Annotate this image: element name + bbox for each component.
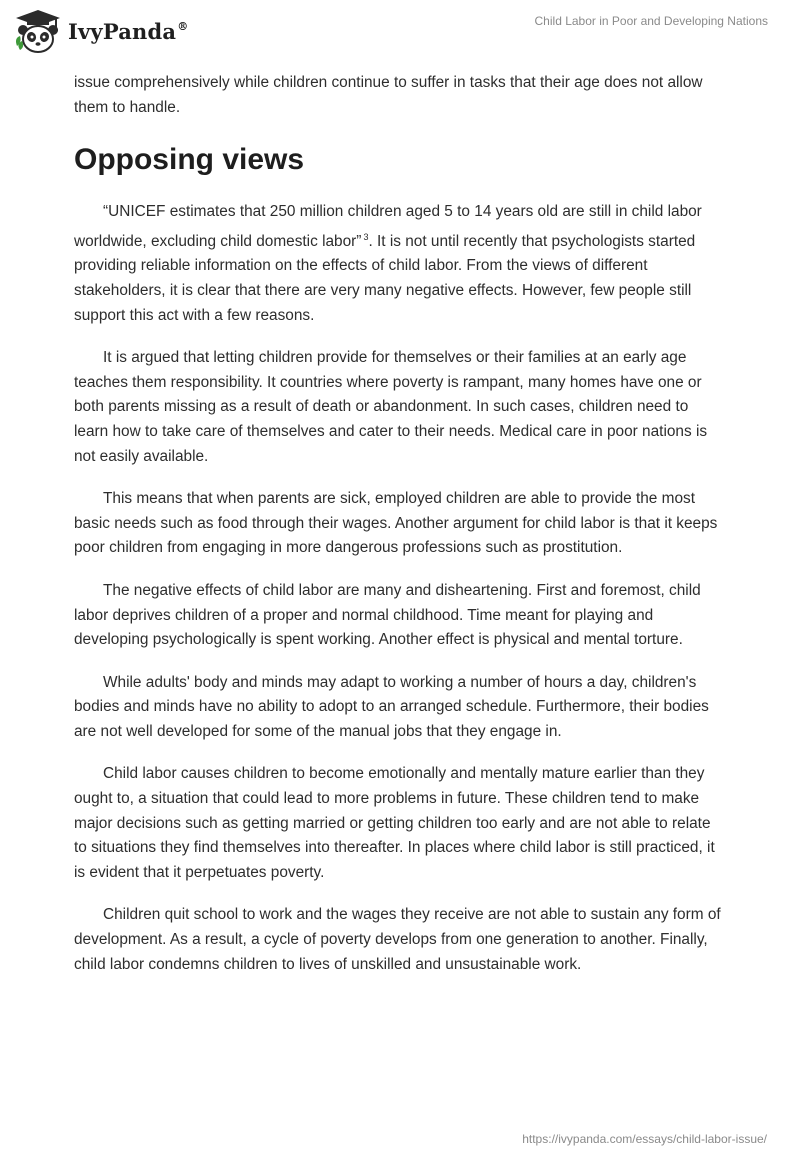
paragraph-5: While adults' body and minds may adapt to working a number of hours a day, children's bodies and minds have no ability to adopt to an arranged schedule. Furthermore, their bodies are not well developed for some of the manual jobs that they engage in. <box>74 673 709 740</box>
brand-label: IvyPanda <box>68 18 177 44</box>
paragraph-2: It is argued that letting children provide for themselves or their families at an early age teaches them responsibility. It countries where poverty is rampant, many homes have one or both parents missing as a result of death or abandonment. In such cases, children need to learn how to take care of themselves and cater to their needs. Medical care in poor nations is not easily available. <box>74 349 708 465</box>
page-header <box>0 0 800 62</box>
ivypanda-logo[interactable] <box>14 8 188 54</box>
source-url[interactable]: https://ivypanda.com/essays/child-labor-issue/ <box>522 1132 767 1146</box>
document-title: Child Labor in Poor and Developing Nations <box>534 14 768 28</box>
paragraph-7: Children quit school to work and the wages they receive are not able to sustain any form of development. As a result, a cycle of poverty develops from one generation to another. Finally, child labor condemns children to lives of unskilled and unsustainable work. <box>74 906 721 973</box>
paragraph-1-rest: . It is not until recently that psychologists started providing reliable information on the effects of child labor. From the views of different stakeholders, it is clear that there are very many negative effects. However, few people still support this act with a few reasons. <box>74 232 696 324</box>
paragraph-1-quote: “UNICEF estimates that 250 million children aged 5 to 14 years old are still in child labor worldwide, excluding child domestic labor” <box>74 203 702 250</box>
paragraph-6: Child labor causes children to become emotionally and mentally mature earlier than they ought to, a situation that could lead to more problems in future. These children tend to make major decisions such as getting married or getting children too early and are not able to relate to situations they find themselves into thereafter. In places where child labor is still practiced, it is evident that it perpetuates poverty. <box>74 765 715 881</box>
intro-paragraph: issue comprehensively while children continue to suffer in tasks that their age does not allow them to handle. <box>74 74 703 116</box>
footnote-reference[interactable]: 3 <box>363 231 369 242</box>
brand-name <box>68 19 188 44</box>
section-heading: Opposing views <box>74 143 305 177</box>
registered-mark: ® <box>177 19 189 33</box>
essay-body <box>74 71 724 995</box>
panda-graduate-icon <box>14 8 62 54</box>
paragraph-3: This means that when parents are sick, employed children are able to provide the most basic needs such as food through their wages. Another argument for child labor is that it keeps poor children from engaging in more dangerous professions such as prostitution. <box>74 490 718 557</box>
paragraph-1 <box>74 200 724 328</box>
paragraph-4: The negative effects of child labor are many and disheartening. First and foremost, child labor deprives children of a proper and normal childhood. Time meant for playing and developing psychologically is spent working. Another effect is physical and mental torture. <box>74 581 701 649</box>
